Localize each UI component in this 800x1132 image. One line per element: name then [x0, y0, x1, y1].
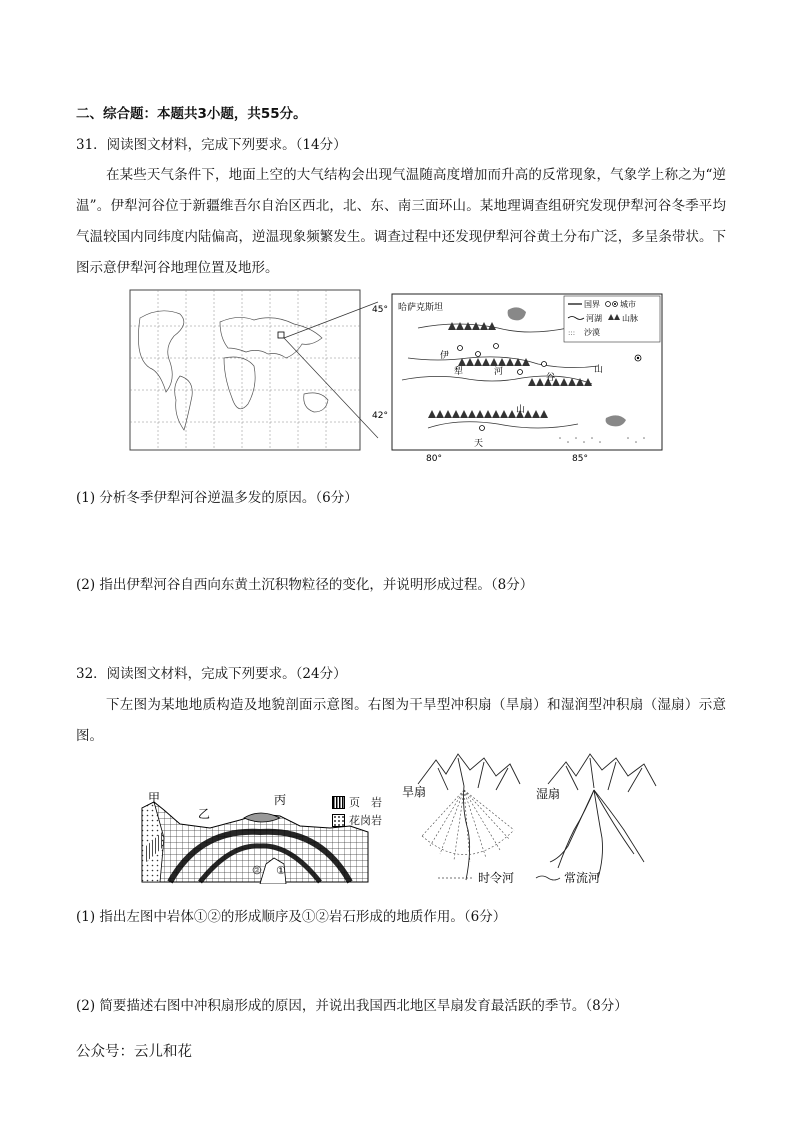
q31-title: 31．阅读图文材料，完成下列要求。（14分）	[76, 137, 347, 153]
label-wet-fan: 湿扇	[536, 787, 561, 801]
legend-shale: 页 岩	[349, 796, 382, 809]
lat-top: 45°	[372, 305, 388, 315]
lon-left: 80°	[426, 454, 442, 464]
section-heading: 二、综合题：本题共3小题，共55分。	[76, 106, 307, 122]
label-place-2: 河	[494, 367, 504, 377]
svg-text::::: :::	[568, 329, 576, 337]
q32-paragraph: 下左图为某地地质构造及地貌剖面示意图。右图为干旱型冲积扇（旱扇）和湿润型冲积扇（湿扇）示意图。	[76, 697, 726, 744]
q32-sub2: (2) 简要描述右图中冲积扇形成的原因，并说出我国西北地区旱扇发育最活跃的季节。（8分）	[76, 998, 628, 1014]
q32-title: 32．阅读图文材料，完成下列要求。（24分）	[76, 666, 347, 682]
legend-mountain: 山脉	[622, 314, 638, 323]
q31-sub2: (2) 指出伊犁河谷自西向东黄土沉积物粒径的变化，并说明形成过程。（8分）	[76, 577, 534, 593]
label-place-5: 山	[516, 405, 526, 415]
legend-city: 城市	[620, 300, 636, 309]
label-country: 哈萨克斯坦	[398, 303, 444, 313]
q32-sub1: (1) 指出左图中岩体①②的形成顺序及①②岩石形成的地质作用。（6分）	[76, 909, 507, 925]
lat-bottom: 42°	[372, 411, 388, 421]
label-bing: 丙	[274, 793, 287, 807]
wechat-footer: 公众号：云儿和花	[76, 1044, 192, 1060]
label-one: ①	[276, 864, 286, 877]
legend-desert: 沙漠	[584, 328, 600, 337]
world-map	[130, 290, 360, 450]
label-place-6: 山	[594, 365, 604, 375]
label-place-3: 谷	[546, 373, 556, 383]
legend-border: 国界	[584, 300, 600, 309]
label-place-1: 犁	[454, 367, 464, 377]
shale-swatch	[332, 796, 345, 809]
alluvial-fans-figure	[398, 750, 668, 886]
q31-map-figure	[128, 288, 668, 464]
label-place-0: 伊	[440, 351, 450, 361]
label-perennial-river: 常流河	[564, 871, 601, 885]
label-yi: 乙	[198, 807, 211, 821]
label-jia: 甲	[148, 791, 161, 805]
label-seasonal-river: 时令河	[478, 871, 515, 885]
q31-paragraph: 在某些天气条件下，地面上空的大气结构会出现气温随高度增加而升高的反常现象，气象学上称之为“逆温”。伊犁河谷位于新疆维吾尔自治区西北，北、东、南三面环山。某地理调查组研究发现伊犁河谷冬季平均气温较国内同纬度内陆偏高，逆温现象频繁发生。调查过程中还发现伊犁河谷黄土分布广泛，多呈条带状。下图示意伊犁河谷地理位置及地形。	[76, 167, 726, 276]
legend-river-lake: 河湖	[586, 314, 602, 323]
granite-swatch	[332, 814, 345, 827]
ili-valley-map	[392, 294, 662, 450]
label-dry-fan: 旱扇	[402, 785, 427, 799]
label-two: ②	[252, 864, 262, 877]
profile-legend	[332, 794, 382, 828]
lon-right: 85°	[572, 454, 588, 464]
q31-sub1: (1) 分析冬季伊犁河谷逆温多发的原因。（6分）	[76, 490, 358, 506]
label-place-4: 天	[474, 439, 484, 449]
legend-granite: 花岗岩	[349, 814, 382, 827]
